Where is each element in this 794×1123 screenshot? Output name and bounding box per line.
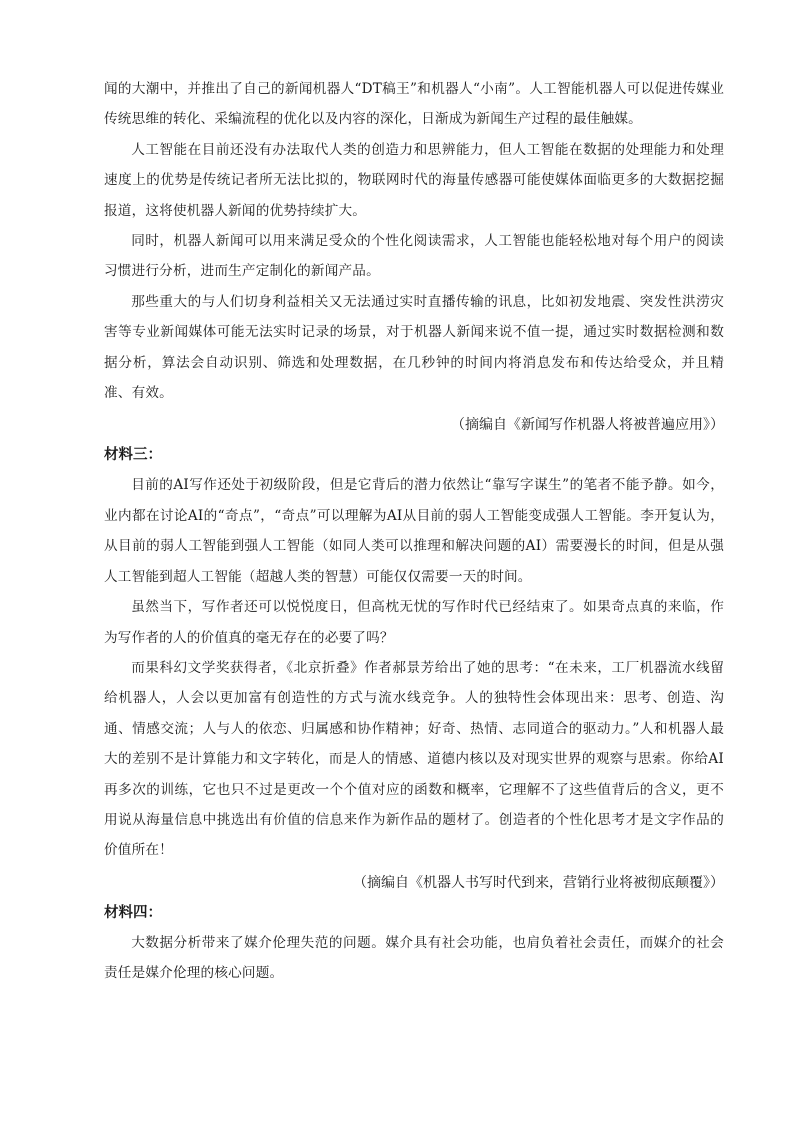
section-heading: 材料三： <box>104 447 162 464</box>
body-paragraph: 大数据分析带来了媒介伦理失范的问题。媒介具有社会功能，也肩负着社会责任，而媒介的社会责任是媒介伦理的核心问题。 <box>104 934 724 982</box>
body-paragraph: 同时，机器人新闻可以用来满足受众的个性化阅读需求，人工智能也能轻松地对每个用户的阅读习惯进行分析，进而生产定制化的新闻产品。 <box>104 233 724 280</box>
document-page <box>104 74 724 989</box>
source-citation: （摘编自《新闻写作机器人将被普遍应用》） <box>451 417 724 434</box>
body-paragraph: 目前的AI写作还处于初级阶段，但是它背后的潜力依然让“靠写字谋生”的笔者不能予静。如今，业内都在讨论AI的“奇点”，“奇点”可以理解为AI从目前的弱人工智能变成强人工智能。李开复认为，从目前的弱人工智能到强人工智能（如同人类可以推理和解决问题的AI）需要漫长的时间，但是从强人工智能到超人工智能（超越人类的智慧）可能仅仅需要一天的时间。 <box>104 477 724 585</box>
body-paragraph: 人工智能在目前还没有办法取代人类的创造力和思辨能力，但人工智能在数据的处理能力和处理速度上的优势是传统记者所无法比拟的，物联网时代的海量传感器可能使媒体面临更多的大数据挖掘报道，这将使机器人新闻的优势持续扩大。 <box>104 141 724 219</box>
body-paragraph: 而果科幻文学奖获得者，《北京折叠》作者郝景芳给出了她的思考：“在未来，工厂机器流水线留给机器人，人会以更加富有创造性的方式与流水线竞争。人的独特性会体现出来：思考、创造、沟通、情感交流；人与人的依恋、归属感和协作精神；好奇、热情、志同道合的驱动力。”人和机器人最大的差别不是计算能力和文字转化，而是人的情感、道德内核以及对现实世界的观察与思索。你给AI再多次的训练，它也只不过是更改一个个值对应的函数和概率，它理解不了这些值背后的含义，更不用说从海量信息中挑选出有价值的信息来作为新作品的题材了。创造者的个性化思考才是文字作品的价值所在！ <box>104 659 724 859</box>
body-paragraph: 那些重大的与人们切身利益相关又无法通过实时直播传输的讯息，比如初发地震、突发性洪涝灾害等专业新闻媒体可能无法实时记录的场景，对于机器人新闻来说不值一提，通过实时数据检测和数据分析，算法会自动识别、筛选和处理数据，在几秒钟的时间内将消息发布和传达给受众，并且精准、有效。 <box>104 293 724 402</box>
body-paragraph: 虽然当下，写作者还可以悦悦度日，但高枕无忧的写作时代已经结束了。如果奇点真的来临，作为写作者的人的价值真的毫无存在的必要了吗？ <box>104 599 724 646</box>
body-paragraph: 闻的大潮中，并推出了自己的新闻机器人“DT稿王”和机器人“小南”。人工智能机器人可以促进传媒业传统思维的转化、采编流程的优化以及内容的深化，日渐成为新闻生产过程的最佳触媒。 <box>104 81 724 128</box>
section-heading: 材料四： <box>104 904 162 921</box>
source-citation: （摘编自《机器人书写时代到来，营销行业将被彻底颠覆》） <box>353 874 724 891</box>
